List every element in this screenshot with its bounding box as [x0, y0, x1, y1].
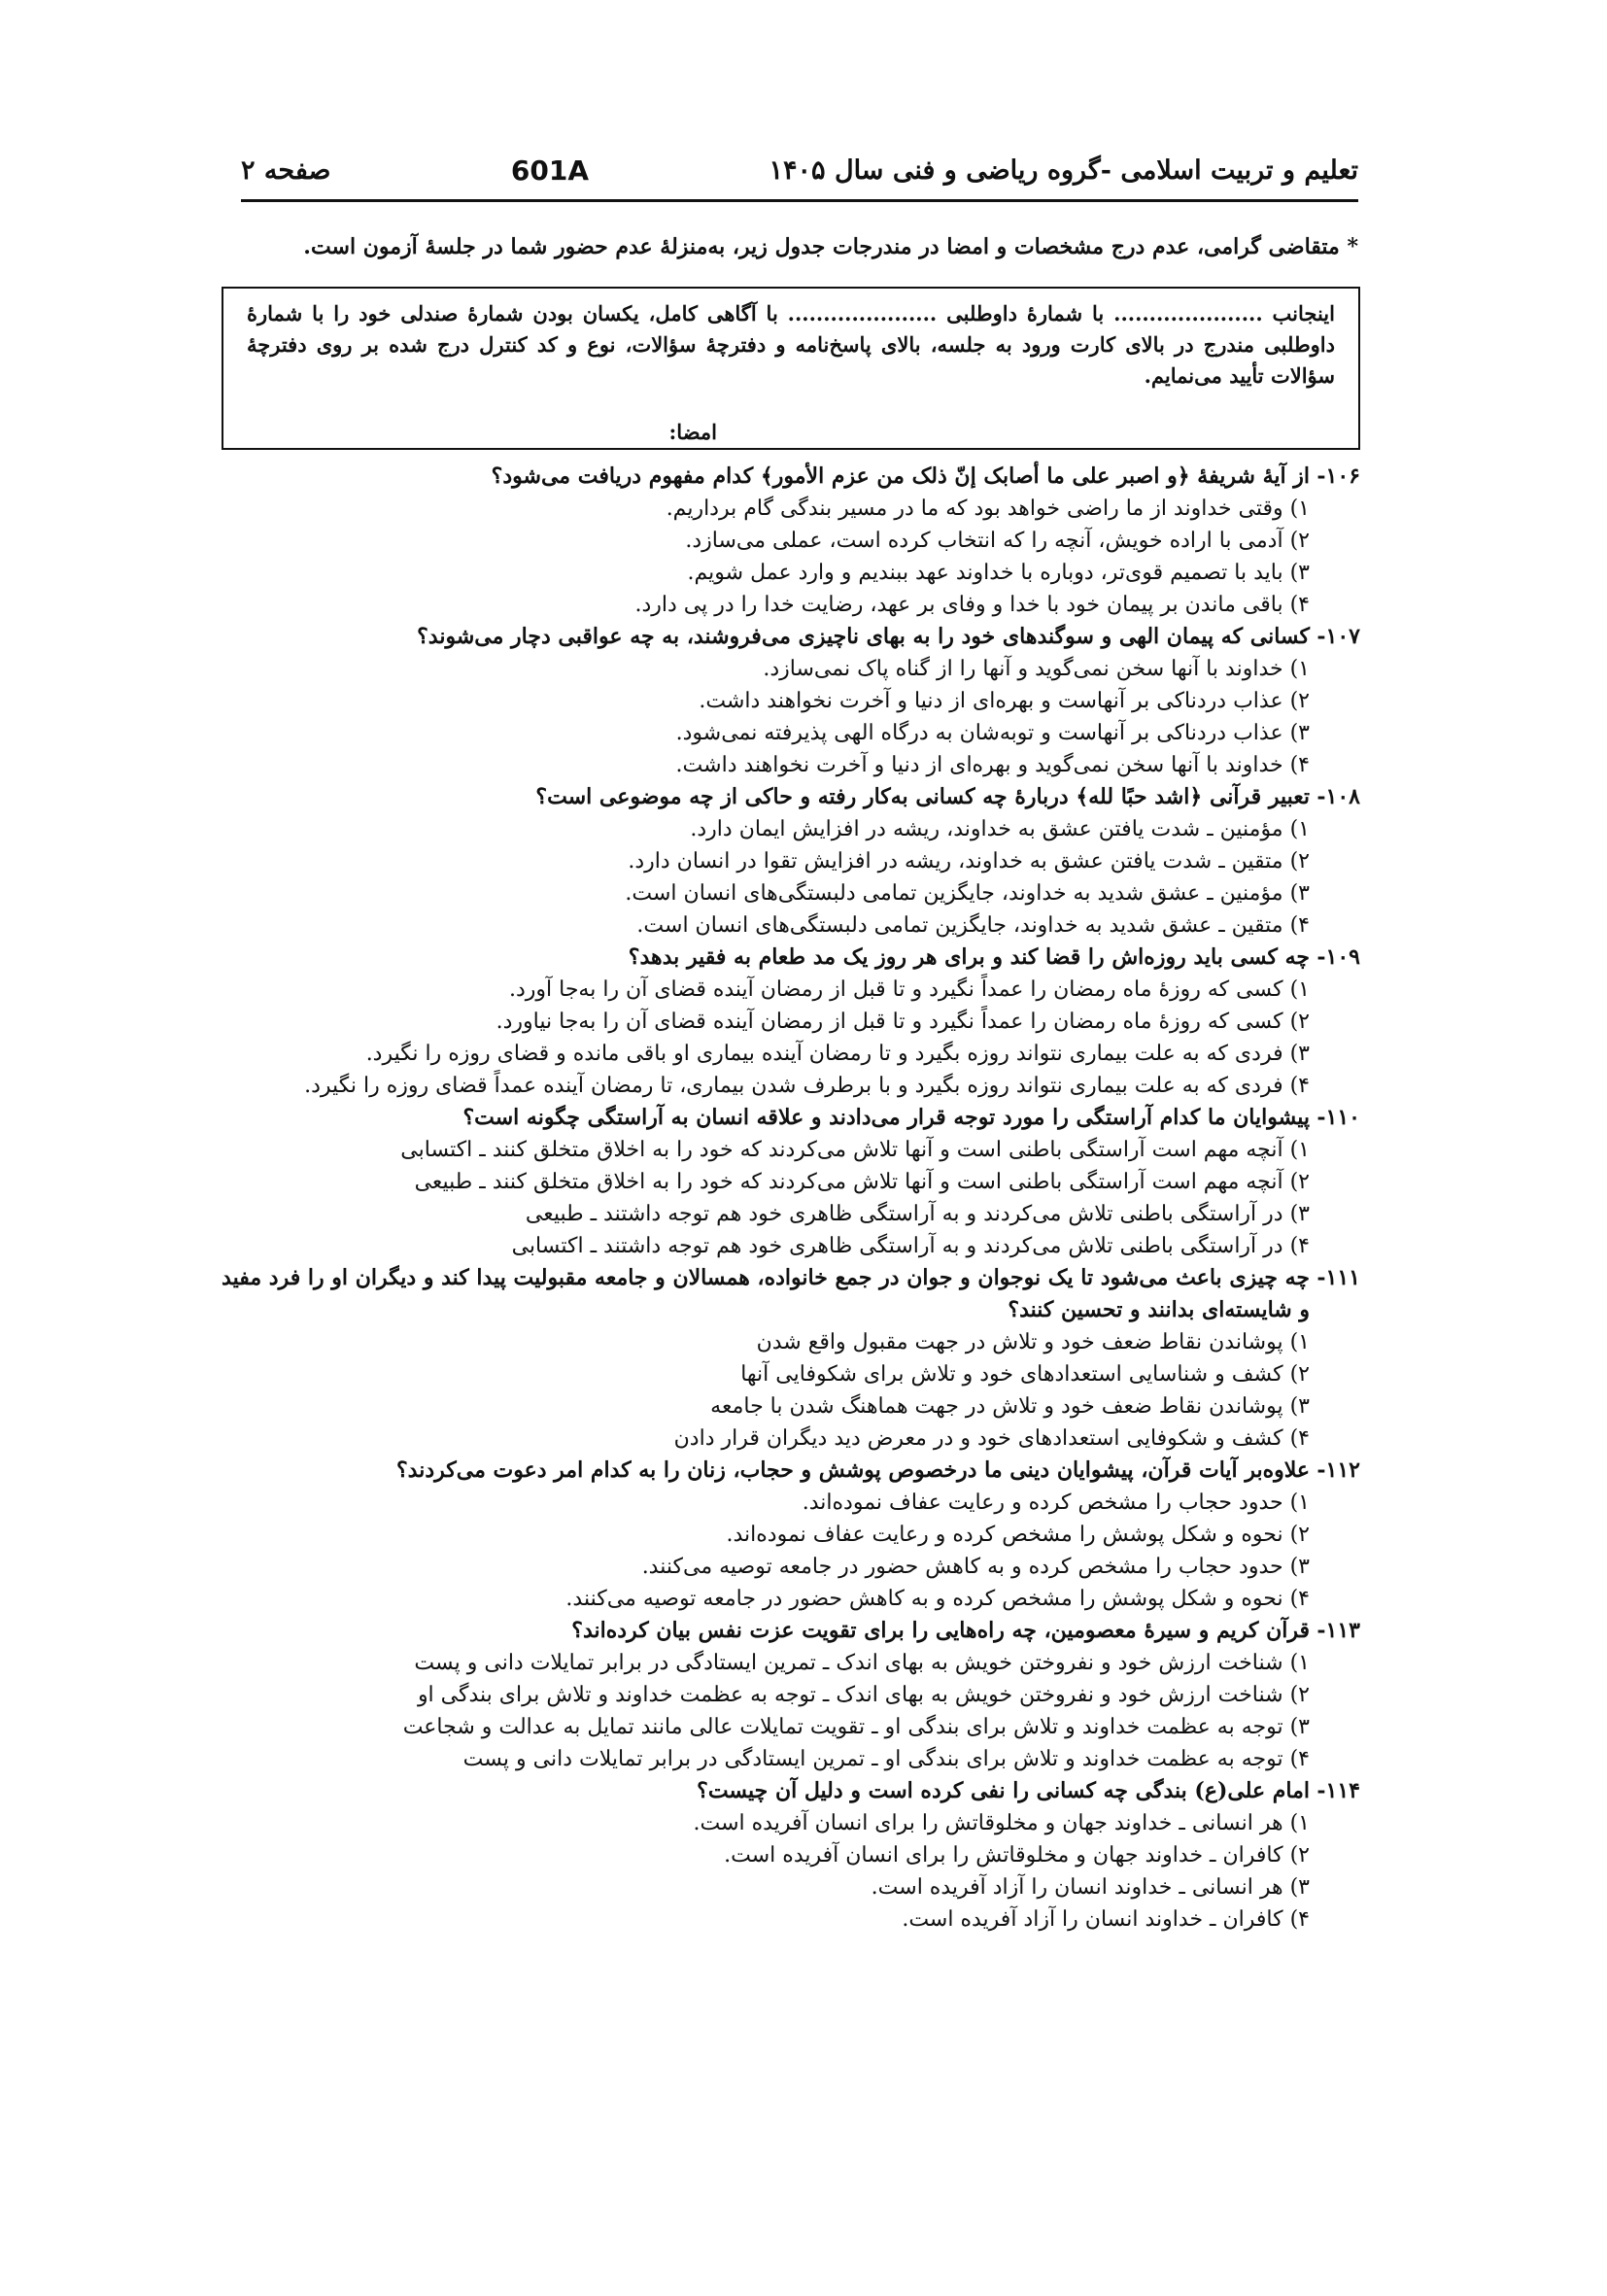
question-number: ۱۰۹-: [1316, 944, 1360, 970]
question-number: ۱۱۲-: [1316, 1457, 1360, 1483]
question-stem: [222, 1102, 1360, 1134]
booklet-code: 601A: [510, 154, 590, 187]
question-stem: [222, 1615, 1360, 1647]
answer-option-4: ۴) نحوه و شکل پوشش را مشخص کرده و به کاهش حضور در جامعه توصیه می‌کنند.: [565, 1587, 1310, 1611]
signature-label: امضا:: [668, 420, 717, 444]
question-number: ۱۱۴-: [1316, 1778, 1360, 1803]
answer-option-3: ۳) در آراستگی باطنی تلاش می‌کردند و به آراستگی ظاهری خود هم توجه داشتند ـ طبیعی: [525, 1202, 1310, 1226]
answer-options: [222, 1134, 1360, 1262]
answer-option-1: ۱) خداوند با آنها سخن نمی‌گوید و آنها را از گناه پاک نمی‌سازد.: [763, 657, 1310, 681]
answer-option-2: ۲) متقین ـ شدت یافتن عشق به خداوند، ریشه در افزایش تقوا در انسان دارد.: [628, 849, 1310, 874]
answer-option-4: ۴) در آراستگی باطنی تلاش می‌کردند و به آراستگی ظاهری خود هم توجه داشتند ـ اکتسابی: [511, 1234, 1310, 1258]
answer-option-2: ۲) عذاب دردناکی بر آنهاست و بهره‌ای از دنیا و آخرت نخواهند داشت.: [699, 689, 1310, 713]
page-header: [241, 146, 1358, 194]
answer-option-1: ۱) وقتی خداوند از ما راضی خواهد بود که ما در مسیر بندگی گام برداریم.: [666, 497, 1310, 521]
question-number: ۱۰۸-: [1316, 784, 1360, 809]
answer-option-3: ۳) باید با تصمیم قوی‌تر، دوباره با خداوند عهد ببندیم و وارد عمل شویم.: [687, 561, 1310, 585]
exam-title: تعلیم و تربیت اسلامی -گروه ریاضی و فنی سال ۱۴۰۵: [769, 154, 1358, 186]
answer-option-2: ۲) آدمی با اراده خویش، آنچه را که انتخاب کرده است، عملی می‌سازد.: [685, 529, 1310, 553]
answer-option-3: ۳) مؤمنین ـ عشق شدید به خداوند، جایگزین تمامی دلبستگی‌های انسان است.: [625, 881, 1310, 906]
question-list: [222, 461, 1360, 1936]
question-stem: [222, 781, 1360, 813]
question-number: ۱۱۳-: [1316, 1618, 1360, 1643]
answer-options: [222, 1326, 1360, 1455]
answer-option-1: ۱) پوشاندن نقاط ضعف خود و تلاش در جهت مقبول واقع شدن: [756, 1330, 1310, 1354]
answer-option-3: ۳) توجه به عظمت خداوند و تلاش برای بندگی او ـ تقویت تمایلات عالی مانند تمایل به عدالت و شجاعت: [402, 1715, 1310, 1739]
question-number: ۱۱۰-: [1316, 1105, 1360, 1130]
question-item: [222, 1262, 1360, 1455]
answer-option-1: ۱) کسی که روزهٔ ماه رمضان را عمداً نگیرد و تا قبل از رمضان آینده قضای آن را به‌جا آورد.: [508, 977, 1310, 1002]
answer-option-3: ۳) حدود حجاب را مشخص کرده و به کاهش حضور در جامعه توصیه می‌کنند.: [641, 1555, 1310, 1579]
answer-options: [222, 974, 1360, 1102]
answer-option-3: ۳) پوشاندن نقاط ضعف خود و تلاش در جهت هماهنگ شدن با جامعه: [710, 1394, 1310, 1419]
answer-option-4: ۴) باقی ماندن بر پیمان خود با خدا و وفای بر عهد، رضایت خدا را در پی دارد.: [634, 593, 1310, 617]
answer-option-4: ۴) توجه به عظمت خداوند و تلاش برای بندگی او ـ تمرین ایستادگی در برابر تمایلات دانی و پست: [462, 1747, 1310, 1771]
answer-option-2: ۲) کشف و شناسایی استعدادهای خود و تلاش برای شکوفایی آنها: [740, 1362, 1310, 1387]
question-text: علاوه‌بر آیات قرآن، پیشوایان دینی ما درخصوص پوشش و حجاب، زنان را به کدام امر دعوت می‌کردند؟: [395, 1457, 1310, 1483]
answer-option-1: ۱) آنچه مهم است آراستگی باطنی است و آنها تلاش می‌کردند که خود را به اخلاق متخلق کنند ـ اکتسابی: [400, 1138, 1310, 1162]
answer-options: [222, 1807, 1360, 1936]
answer-option-3: ۳) هر انسانی ـ خداوند انسان را آزاد آفریده است.: [871, 1875, 1310, 1900]
answer-options: [222, 653, 1360, 781]
answer-options: [222, 493, 1360, 621]
answer-option-1: ۱) شناخت ارزش خود و نفروختن خویش به بهای اندک ـ تمرین ایستادگی در برابر تمایلات دانی و پست: [414, 1651, 1310, 1675]
question-stem: [222, 461, 1360, 493]
question-text: چه کسی باید روزه‌اش را قضا کند و برای هر روز یک مد طعام به فقیر بدهد؟: [628, 944, 1310, 970]
question-text: تعبیر قرآنی ﴿اشد حبًا لله﴾ دربارهٔ چه کسانی به‌کار رفته و حاکی از چه موضوعی است؟: [535, 784, 1310, 809]
candidate-notice: * متقاضی گرامی، عدم درج مشخصات و امضا در مندرجات جدول زیر، به‌منزلهٔ عدم حضور شما در جلسهٔ آزمون است.: [303, 234, 1358, 259]
question-text: از آیهٔ شریفهٔ ﴿و اصبر علی ما أصابک إنّ ذلک من عزم الأمور﴾ کدام مفهوم دریافت می‌شود؟: [491, 463, 1310, 489]
question-stem: [222, 1455, 1360, 1487]
question-number: ۱۱۱-: [1316, 1265, 1360, 1290]
question-item: [222, 461, 1360, 621]
answer-option-3: ۳) فردی که به علت بیماری نتواند روزه بگیرد و تا رمضان آینده بیماری او باقی مانده و قضای روزه را نگیرد.: [365, 1042, 1310, 1066]
answer-option-4: ۴) کافران ـ خداوند انسان را آزاد آفریده است.: [902, 1907, 1310, 1932]
page-number: صفحه ۲: [241, 154, 331, 186]
answer-option-2: ۲) کسی که روزهٔ ماه رمضان را عمداً نگیرد و تا قبل از رمضان آینده قضای آن را به‌جا نیاورد.: [496, 1010, 1310, 1034]
answer-option-4: ۴) متقین ـ عشق شدید به خداوند، جایگزین تمامی دلبستگی‌های انسان است.: [636, 913, 1310, 938]
question-stem: [222, 1775, 1360, 1807]
question-item: [222, 1775, 1360, 1936]
answer-options: [222, 1647, 1360, 1775]
answer-option-1: ۱) مؤمنین ـ شدت یافتن عشق به خداوند، ریشه در افزایش ایمان دارد.: [690, 817, 1310, 841]
answer-option-4: ۴) فردی که به علت بیماری نتواند روزه بگیرد و با برطرف شدن بیماری، تا رمضان آینده عمداً قضای روزه را نگیرد.: [304, 1074, 1310, 1098]
question-item: [222, 1615, 1360, 1775]
answer-option-1: ۱) حدود حجاب را مشخص کرده و رعایت عفاف نموده‌اند.: [802, 1491, 1310, 1515]
question-item: [222, 1455, 1360, 1615]
question-text: امام علی(ع) بندگی چه کسانی را نفی کرده است و دلیل آن چیست؟: [697, 1778, 1310, 1803]
question-item: [222, 621, 1360, 781]
question-item: [222, 781, 1360, 942]
question-stem: [222, 1262, 1360, 1326]
question-item: [222, 1102, 1360, 1262]
answer-option-2: ۲) نحوه و شکل پوشش را مشخص کرده و رعایت عفاف نموده‌اند.: [726, 1523, 1310, 1547]
answer-option-4: ۴) کشف و شکوفایی استعدادهای خود و در معرض دید دیگران قرار دادن: [673, 1426, 1310, 1451]
question-stem: [222, 621, 1360, 653]
declaration-text: اینجانب ..................... با شمارهٔ داوطلبی ..................... با آگاهی کامل، یکسان بودن شمارهٔ صندلی خود را با شمارهٔ داوطلبی مندرج در بالای کارت ورود به جلسه، بالای پاسخ‌نامه و دفترچهٔ سؤالات، نوع و کد کنترل درج شده بر روی دفترچهٔ سؤالات تأیید می‌نمایم.: [247, 301, 1335, 388]
answer-option-2: ۲) کافران ـ خداوند جهان و مخلوقاتش را برای انسان آفریده است.: [724, 1843, 1310, 1868]
question-item: [222, 942, 1360, 1102]
question-text: چه چیزی باعث می‌شود تا یک نوجوان و جوان در جمع خانواده، همسالان و جامعه مقبولیت پیدا کند و دیگران او را فرد مفید و شایسته‌ای بدانند و تحسین کنند؟: [222, 1265, 1310, 1322]
answer-option-2: ۲) آنچه مهم است آراستگی باطنی است و آنها تلاش می‌کردند که خود را به اخلاق متخلق کنند ـ طبیعی: [414, 1170, 1310, 1194]
question-text: پیشوایان ما کدام آراستگی را مورد توجه قرار می‌دادند و علاقه انسان به آراستگی چگونه است؟: [462, 1105, 1310, 1130]
answer-option-1: ۱) هر انسانی ـ خداوند جهان و مخلوقاتش را برای انسان آفریده است.: [693, 1811, 1310, 1835]
answer-options: [222, 1487, 1360, 1615]
question-stem: [222, 942, 1360, 974]
answer-option-3: ۳) عذاب دردناکی بر آنهاست و توبه‌شان به درگاه الهی پذیرفته نمی‌شود.: [675, 721, 1310, 745]
question-number: ۱۰۶-: [1316, 463, 1360, 489]
question-number: ۱۰۷-: [1316, 624, 1360, 649]
question-text: قرآن کریم و سیرهٔ معصومین، چه راه‌هایی را برای تقویت عزت نفس بیان کرده‌اند؟: [571, 1618, 1310, 1643]
header-divider: [241, 199, 1358, 202]
answer-option-2: ۲) شناخت ارزش خود و نفروختن خویش به بهای اندک ـ توجه به عظمت خداوند و تلاش برای بندگی او: [417, 1683, 1310, 1707]
answer-option-4: ۴) خداوند با آنها سخن نمی‌گوید و بهره‌ای از دنیا و آخرت نخواهند داشت.: [675, 753, 1310, 777]
question-text: کسانی که پیمان الهی و سوگندهای خود را به بهای ناچیزی می‌فروشند، به چه عواقبی دچار می‌شوند؟: [417, 624, 1310, 649]
answer-options: [222, 813, 1360, 942]
declaration-box: [222, 287, 1360, 450]
